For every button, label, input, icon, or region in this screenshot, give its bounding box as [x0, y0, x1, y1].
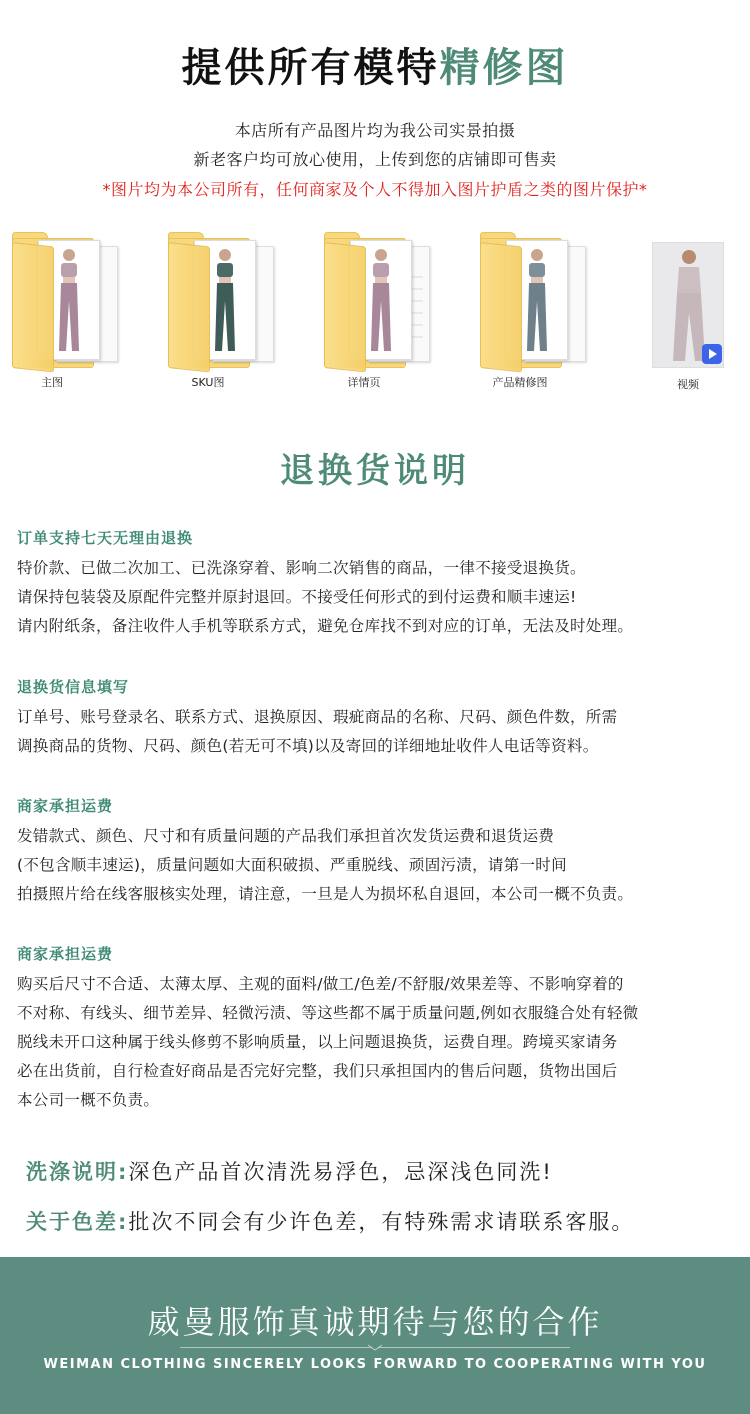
folder-detail-page[interactable]	[324, 232, 444, 389]
policy-line: 请内附纸条，备注收件人手机等联系方式，避免仓库找不到对应的订单，无法及时处理。	[17, 617, 634, 635]
policy-line: 请保持包装袋及原配件完整并原封退回。不接受任何形式的到付运费和顺丰速运!	[17, 588, 577, 606]
copyright-warning: *图片均为本公司所有，任何商家及个人不得加入图片护盾之类的图片保护*	[102, 180, 648, 199]
intro-line-1: 本店所有产品图片均为我公司实景拍摄	[234, 121, 516, 140]
section-heading: 退换货信息填写	[17, 678, 130, 696]
footer-banner	[0, 1257, 750, 1414]
policy-line: 调换商品的货物、尺码、颜色(若无可不填)以及寄回的详细地址收件人电话等资料。	[17, 737, 599, 755]
policy-line: 不对称、有线头、细节差异、轻微污渍、等这些都不属于质量问题,例如衣服缝合处有轻微	[17, 1004, 639, 1022]
video-thumbnail[interactable]	[652, 242, 724, 368]
washing-note	[26, 1156, 553, 1186]
video-label: 视频	[677, 378, 699, 391]
folder-icon	[480, 242, 522, 372]
folder-label: SKU图	[191, 376, 225, 389]
policy-line: (不包含顺丰速运)，质量问题如大面积破损、严重脱线、顽固污渍，请第一时间	[17, 856, 567, 874]
policy-line: 脱线未开口这种属于线头修剪不影响质量，以上问题退换货，运费自理。跨境买家请务	[17, 1033, 618, 1051]
color-label: 关于色差:	[26, 1210, 129, 1234]
washing-label: 洗涤说明:	[26, 1160, 129, 1184]
section-heading: 商家承担运费	[17, 945, 114, 963]
return-policy-title: 退换货说明	[280, 451, 470, 491]
folder-icon	[324, 242, 366, 372]
title-dark-part: 提供所有模特	[181, 45, 440, 91]
intro-line-2: 新老客户均可放心使用，上传到您的店铺即可售卖	[193, 150, 557, 169]
title-accent-part: 精修图	[439, 45, 569, 91]
folder-sku-images[interactable]	[168, 232, 288, 389]
footer-slogan-cn: 威曼服饰真诚期待与您的合作	[147, 1303, 603, 1341]
policy-line: 特价款、已做二次加工、已洗涤穿着、影响二次销售的商品，一律不接受退换货。	[17, 559, 586, 577]
washing-text: 深色产品首次清洗易浮色，忌深浅色同洗!	[128, 1160, 553, 1184]
footer-chevron-icon	[368, 1343, 382, 1351]
folder-label: 详情页	[347, 376, 381, 389]
policy-line: 购买后尺寸不合适、太薄太厚、主观的面料/做工/色差/不舒服/效果差等、不影响穿着的	[17, 975, 624, 993]
policy-line: 拍摄照片给在线客服核实处理，请注意，一旦是人为损坏私自退回，本公司一概不负责。	[17, 885, 634, 903]
policy-line: 本公司一概不负责。	[17, 1091, 160, 1109]
section-heading: 商家承担运费	[17, 797, 114, 815]
color-text: 批次不同会有少许色差，有特殊需求请联系客服。	[128, 1210, 635, 1234]
page-title	[0, 42, 750, 94]
policy-line: 必在出货前，自行检查好商品是否完好完整，我们只承担国内的售后问题，货物出国后	[17, 1062, 618, 1080]
section-heading: 订单支持七天无理由退换	[17, 529, 194, 547]
policy-line: 发错款式、颜色、尺寸和有质量问题的产品我们承担首次发货运费和退货运费	[17, 827, 555, 845]
folder-icon	[168, 242, 210, 372]
color-note	[26, 1206, 634, 1236]
folder-main-images[interactable]	[12, 232, 132, 389]
folder-label: 主图	[41, 376, 63, 389]
policy-line: 订单号、账号登录名、联系方式、退换原因、瑕疵商品的名称、尺码、颜色件数，所需	[17, 708, 618, 726]
folder-label: 产品精修图	[492, 376, 548, 389]
play-video-icon[interactable]	[702, 344, 722, 364]
folder-retouched-images[interactable]	[480, 232, 600, 389]
footer-slogan-en: WEIMAN CLOTHING SINCERELY LOOKS FORWARD TO COOPERATING WITH YOU	[43, 1357, 707, 1372]
folder-icon	[12, 242, 54, 372]
